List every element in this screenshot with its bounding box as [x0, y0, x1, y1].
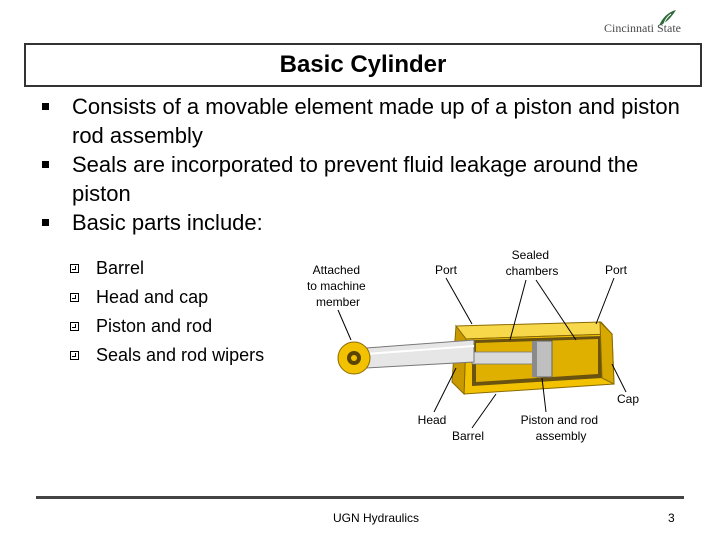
footer-text: UGN Hydraulics [333, 511, 420, 525]
barrel-label: Barrel [451, 429, 485, 443]
port-left-label: Port [434, 263, 458, 277]
sub-bullet-text: Seals and rod wipers [96, 345, 265, 365]
bullet-text: Basic parts include: [72, 210, 263, 235]
checkbox-bullet-icon [70, 293, 79, 302]
cap-label: Cap [616, 392, 640, 406]
sub-bullet-text: Barrel [96, 258, 145, 278]
slide-title: Basic Cylinder [279, 51, 447, 78]
sub-bullet-text: Head and cap [96, 287, 209, 307]
checkbox-bullet-icon [70, 351, 79, 360]
port-right-label: Port [604, 263, 628, 277]
logo-text: Cincinnati State [604, 21, 681, 35]
rod-eye [338, 342, 370, 374]
bullet-text: Consists of a movable element made up of a piston and piston rod assembly [72, 94, 680, 148]
sub-bullet-item [70, 341, 264, 370]
bullet-item [42, 92, 682, 150]
footer-divider [36, 496, 684, 499]
piston-rod-label: Piston and rod assembly [520, 413, 599, 443]
slide-title-box [24, 43, 702, 87]
cincinnati-state-logo [604, 8, 690, 38]
bullet-text: Seals are incorporated to prevent fluid leakage around the piston [72, 152, 639, 206]
sub-bullet-text: Piston and rod [96, 316, 213, 336]
page-number: 3 [668, 511, 675, 525]
sub-bullet-item [70, 283, 264, 312]
cylinder-diagram [296, 244, 646, 449]
square-bullet-icon [42, 161, 49, 168]
square-bullet-icon [42, 219, 49, 226]
checkbox-bullet-icon [70, 264, 79, 273]
bullet-list [42, 92, 682, 237]
sub-bullet-item [70, 254, 264, 283]
sub-bullet-list [70, 254, 264, 370]
checkbox-bullet-icon [70, 322, 79, 331]
cylinder-body [452, 322, 614, 394]
sub-bullet-item [70, 312, 264, 341]
bullet-item [42, 150, 682, 208]
square-bullet-icon [42, 103, 49, 110]
attached-label: Attached to machine member [306, 263, 366, 309]
sealed-chambers-label: Sealed chambers [505, 248, 559, 278]
bullet-item [42, 208, 682, 237]
head-label: Head [417, 413, 447, 427]
